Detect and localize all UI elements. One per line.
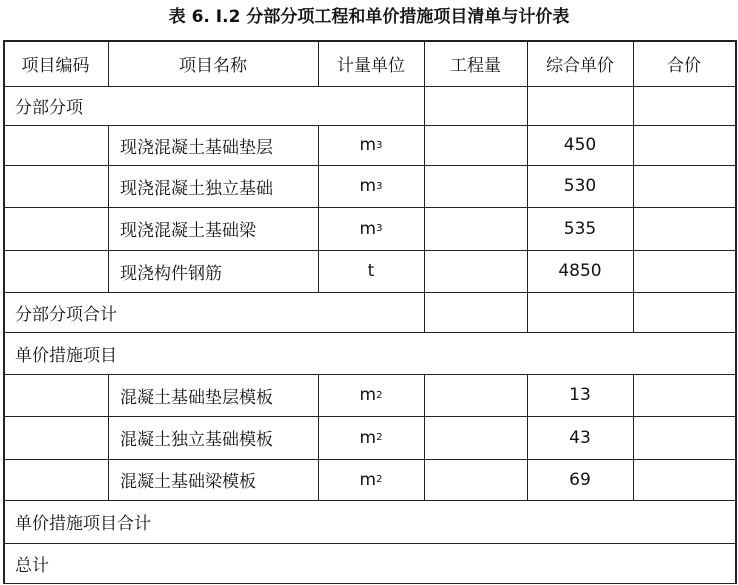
item-unit-price: 69: [569, 469, 591, 490]
section-part-items-total: 分部分项合计: [15, 304, 117, 325]
header-unit-price: 综合单价: [546, 55, 614, 76]
header-total: 合价: [667, 55, 701, 76]
header-code: 项目编码: [21, 55, 90, 76]
item-unit-price: 43: [569, 427, 591, 448]
item-unit-price: 450: [563, 135, 597, 155]
section-part-items: 分部分项: [15, 98, 83, 118]
item-name: 现浇构件钢筋: [120, 263, 222, 284]
item-unit: t: [367, 261, 375, 281]
item-name: 现浇混凝土基础垫层: [120, 137, 273, 158]
item-unit-price: 530: [563, 176, 597, 196]
item-unit: m 3: [359, 135, 383, 155]
item-unit: m 3: [359, 218, 383, 239]
item-name: 现浇混凝土基础梁: [120, 221, 256, 241]
item-unit-price: 535: [563, 218, 597, 239]
item-unit-price: 4850: [558, 261, 602, 281]
item-name: 混凝土基础垫层模板: [120, 387, 273, 408]
item-name: 混凝土基础梁模板: [120, 472, 256, 492]
item-unit: m 3: [359, 176, 383, 196]
item-unit: m 2: [359, 427, 383, 448]
item-unit: m 2: [359, 385, 383, 405]
section-grand-total: 总计: [15, 555, 49, 576]
item-unit-price: 13: [569, 385, 591, 405]
section-measures-total: 单价措施项目合计: [15, 514, 151, 534]
item-name: 混凝土独立基础模板: [120, 430, 273, 450]
table-caption: 表 6. Ⅰ.2 分部分项工程和单价措施项目清单与计价表: [168, 7, 570, 27]
item-name: 现浇混凝土独立基础: [120, 178, 273, 199]
section-measures: 单价措施项目: [15, 345, 117, 366]
header-name: 项目名称: [179, 55, 247, 76]
pricing-table: [0, 33, 738, 585]
header-quantity: 工程量: [450, 55, 501, 76]
item-unit: m 2: [359, 469, 383, 490]
header-unit: 计量单位: [337, 55, 405, 76]
